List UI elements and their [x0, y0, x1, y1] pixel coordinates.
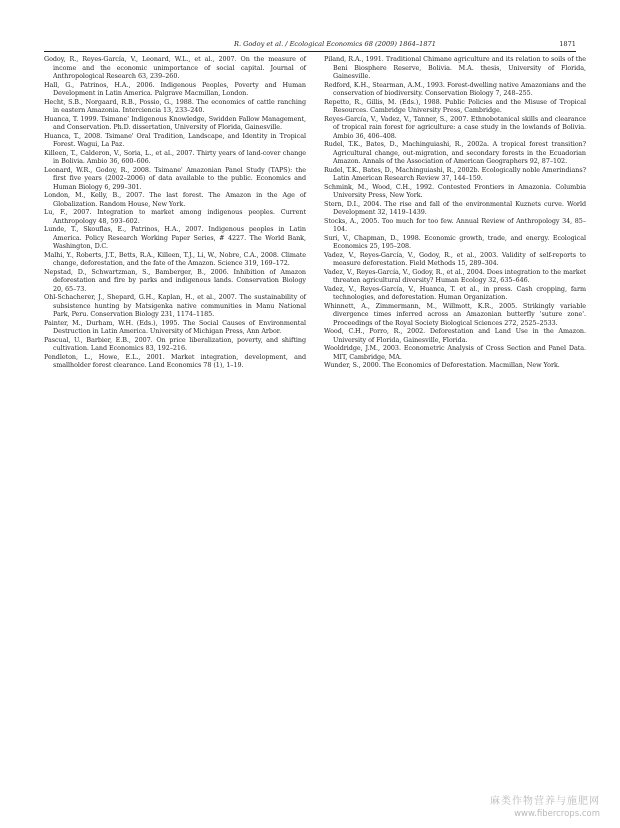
reference-item: Repetto, R., Gillis, M. (Eds.), 1988. Public Policies and the Misuse of Tropical Resources. Cambridge University Press, Cambridge. — [324, 97, 586, 114]
reference-item: Wood, C.H., Porro, R., 2002. Deforestation and Land Use in the Amazon. University of Florida, Gainesville, Florida. — [324, 327, 586, 344]
reference-item: Hall, G., Patrinos, H.A., 2006. Indigenous Peoples, Poverty and Human Development in Latin America. Palgrave Macmillan, London. — [44, 80, 306, 97]
reference-item: Schmink, M., Wood, C.H., 1992. Contested Frontiers in Amazonia. Columbia University Press, New York. — [324, 182, 586, 199]
watermark-url: www.fibercrops.com — [514, 809, 600, 819]
site-watermark — [490, 796, 600, 820]
journal-citation: R. Godoy et al. / Ecological Economics 68 (2009) 1864–1871 — [234, 40, 436, 48]
page-number: 1871 — [559, 40, 576, 48]
reference-item: Painter, M., Durham, W.H. (Eds.), 1995. The Social Causes of Environmental Destruction in Latin America. University of Michigan Press, Ann Arbor. — [44, 318, 306, 335]
reference-item: Lu, F., 2007. Integration to market among indigenous peoples. Current Anthropology 48, 593–602. — [44, 208, 306, 225]
reference-item: Rudel, T.K., Bates, D., Machinguiashi, R., 2002a. A tropical forest transition? Agricultural change, out-migration, and secondary forests in the Ecuadorian Amazon. Annals of the Association of American Geographers 92, 87–102. — [324, 140, 586, 165]
reference-item: Whinnett, A., Zimmermann, M., Willmott, K.R., 2005. Strikingly variable divergence times inferred across an Amazonian butterfly 'suture zone'. Proceedings of the Royal Society Biological Sciences 272, 2525–2533. — [324, 301, 586, 327]
references-right-column — [324, 55, 586, 370]
reference-item: Rudel, T.K., Bates, D., Machinguiashi, R., 2002b. Ecologically noble Amerindians? Latin American Research Review 37, 144–159. — [324, 165, 586, 182]
reference-item: Wooldridge, J.M., 2003. Econometric Analysis of Cross Section and Panel Data. MIT, Cambridge, MA. — [324, 344, 586, 361]
reference-item: Vadez, V., Reyes-García, V., Huanca, T. et al., in press. Cash cropping, farm technologies, and deforestation. Human Organization. — [324, 284, 586, 301]
reference-item: Godoy, R., Reyes-García, V., Leonard, W.L., et al., 2007. On the measure of income and the economic unimportance of social capital. Journal of Anthropological Research 63, 239–260. — [44, 55, 306, 80]
reference-item: Ohl-Schacherer, J., Shepard, G.H., Kaplan, H., et al., 2007. The sustainability of subsistence hunting by Matsigenka native communities in Manu National Park, Peru. Conservation Biology 231, 1174–1185. — [44, 293, 306, 318]
reference-item: Hecht, S.B., Norgaard, R.B., Possio, G., 1988. The economics of cattle ranching in eastern Amazonia. Interciencia 13, 233–240. — [44, 97, 306, 114]
reference-item: Vadez, V., Reyes-García, V., Godoy, R., et al., 2004. Does integration to the market threaten agricultural diversity? Human Ecology 32, 635–646. — [324, 267, 586, 284]
header-rule — [44, 51, 576, 52]
reference-item: London, M., Kelly, B., 2007. The last forest. The Amazon in the Age of Globalization. Random House, New York. — [44, 191, 306, 208]
reference-item: Suri, V., Chapman, D., 1998. Economic growth, trade, and energy. Ecological Economics 25, 195–208. — [324, 233, 586, 250]
reference-item: Lunde, T., Skouflas, E., Patrinos, H.A., 2007. Indigenous peoples in Latin America. Policy Research Working Paper Series, # 4227. The World Bank, Washington, D.C. — [44, 225, 306, 250]
reference-item: Reyes-García, V., Vadez, V., Tanner, S., 2007. Ethnobotanical skills and clearance of tropical rain forest for agriculture: a case study in the lowlands of Bolivia. Ambio 36, 406–408. — [324, 114, 586, 140]
running-header — [44, 38, 576, 52]
reference-item: Stern, D.I., 2004. The rise and fall of the environmental Kuznets curve. World Development 32, 1419–1439. — [324, 199, 586, 216]
reference-item: Pascual, U., Barbier, E.B., 2007. On price liberalization, poverty, and shifting cultivation. Land Economics 83, 192–216. — [44, 335, 306, 352]
reference-item: Pendleton, L., Howe, E.L., 2001. Market integration, development, and smallholder forest clearance. Land Economics 78 (1), 1–19. — [44, 352, 306, 369]
reference-item: Huanca, T. 1999. Tsimane' Indigenous Knowledge, Swidden Fallow Management, and Conservation. Ph.D. dissertation, University of Florida, Gainesville. — [44, 114, 306, 131]
reference-item: Stocks, A., 2005. Too much for too few. Annual Review of Anthropology 34, 85–104. — [324, 216, 586, 233]
reference-item: Piland, R.A., 1991. Traditional Chimane agriculture and its relation to soils of the Beni Biosphere Reserve, Bolivia. M.A. thesis, University of Florida, Gainesville. — [324, 55, 586, 80]
reference-item: Huanca, T., 2008. Tsimane' Oral Tradition, Landscape, and Identity in Tropical Forest. Wagui, La Paz. — [44, 131, 306, 148]
reference-item: Vadez, V., Reyes-García, V., Godoy, R., et al., 2003. Validity of self-reports to measure deforestation. Field Methods 15, 289–304. — [324, 250, 586, 267]
reference-item: Wunder, S., 2000. The Economics of Deforestation. Macmillan, New York. — [324, 361, 560, 369]
reference-item: Redford, K.H., Stearman, A.M., 1993. Forest-dwelling native Amazonians and the conservation of biodiversity. Conservation Biology 7, 248–255. — [324, 80, 586, 97]
reference-item: Killeen, T., Calderon, V., Soria, L., et al., 2007. Thirty years of land-cover change in Bolivia. Ambio 36, 600–606. — [44, 148, 306, 165]
references-left-column — [44, 55, 306, 370]
reference-item: Nepstad, D., Schwartzman, S., Bamberger, B., 2006. Inhibition of Amazon deforestation and fire by parks and indigenous lands. Conservation Biology 20, 65–73. — [44, 267, 306, 293]
reference-item: Malhi, Y., Roberts, J.T., Betts, R.A., Killeen, T.J., Li, W., Nobre, C.A., 2008. Climate change, deforestation, and the fate of the Amazon. Science 319, 169–172. — [44, 250, 306, 267]
reference-item: Leonard, W.R., Godoy, R., 2008. Tsimane' Amazonian Panel Study (TAPS): the first five years (2002–2006) of data available to the public. Economics and Human Biology 6, 299–301. — [44, 165, 306, 191]
watermark-title: 麻类作物营养与施肥网 — [490, 796, 600, 807]
